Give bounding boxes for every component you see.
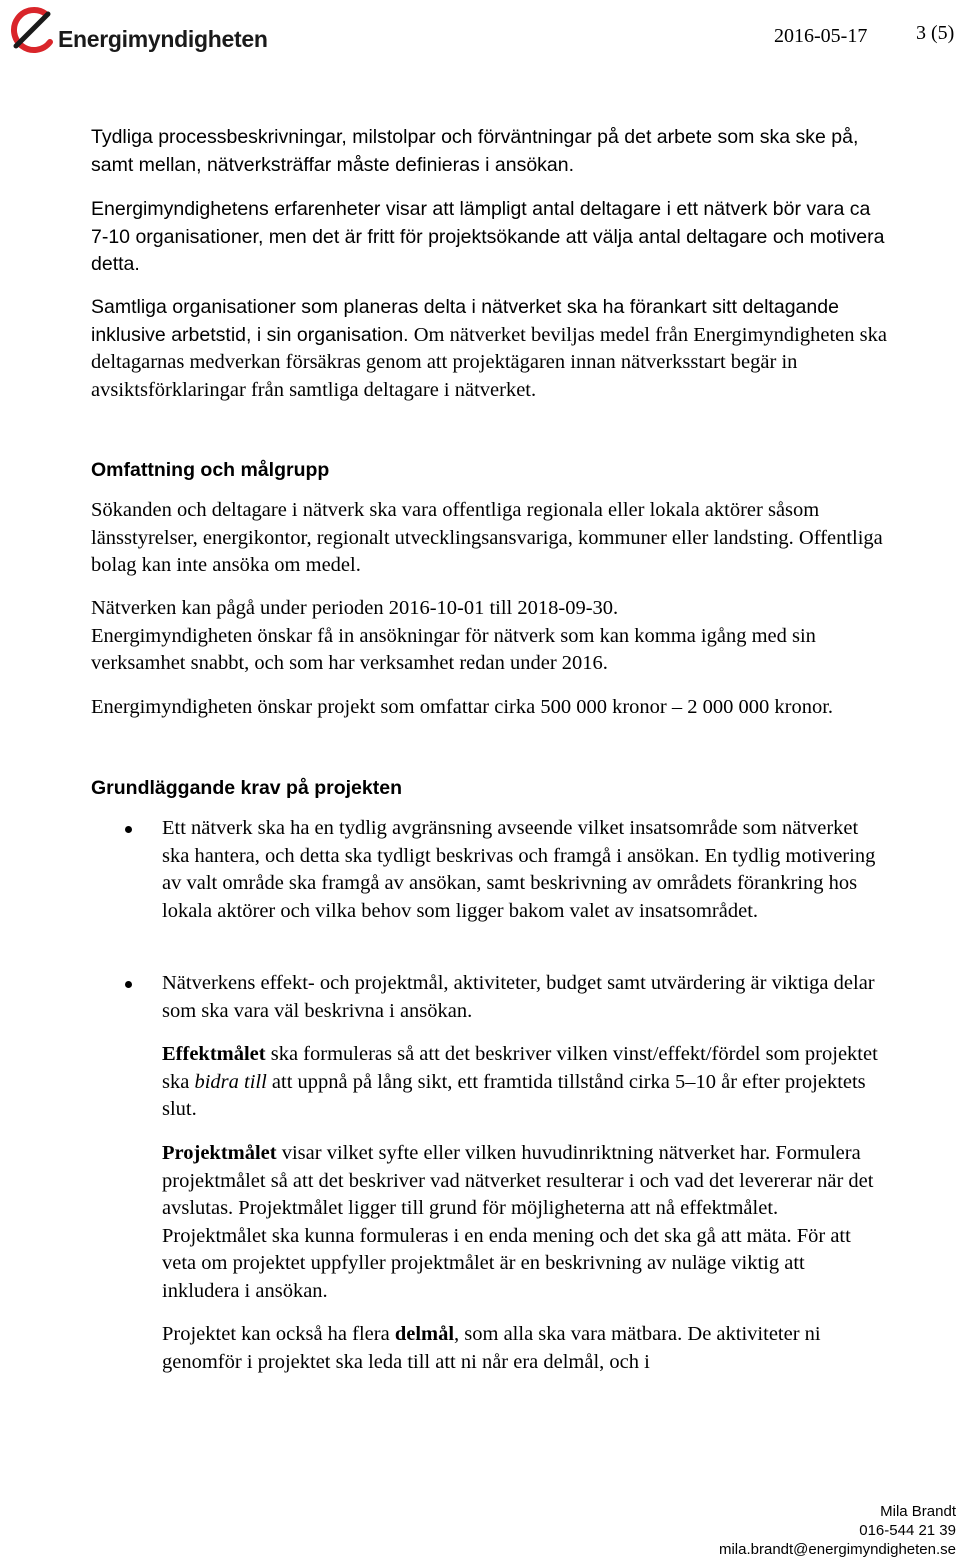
- emphasis-bidra-till: bidra till: [194, 1070, 267, 1093]
- paragraph-budget: Energimyndigheten önskar projekt som omfattar cirka 500 000 kronor – 2 000 000 kronor.: [91, 696, 834, 718]
- logo-mark-icon: [6, 6, 62, 58]
- paragraph-organisations-part2: Om nätverket beviljas medel från Energimyndigheten ska deltagarnas medverkan försäkras genom att projektägaren innan nätverksstart begär in avsiktsförklaringar från samtliga deltagare i nätverket.: [91, 323, 887, 401]
- term-delmal: delmål: [394, 1323, 455, 1345]
- paragraph-organisations-part1: Samtliga organisationer som planeras delta i nätverket ska ha förankart sitt deltagande inklusive arbetstid, i sin organisation.: [91, 296, 839, 346]
- heading-omfattning: Omfattning och målgrupp: [91, 459, 330, 481]
- paragraph-period: [91, 595, 891, 678]
- term-effektmalet: Effektmålet: [162, 1043, 266, 1065]
- header-page-number: 3 (5): [916, 22, 955, 44]
- heading-grundlaggande-krav: Grundläggande krav på projekten: [91, 777, 402, 799]
- logo-text: Energimyndigheten: [58, 26, 268, 52]
- period-line: Nätverken kan pågå under perioden 2016-10-01 till 2018-09-30.: [91, 597, 619, 619]
- term-projektmalet: Projektmålet: [162, 1142, 277, 1164]
- paragraph-applicants: Sökanden och deltagare i nätverk ska vara offentliga regionala eller lokala aktörer såsom länsstyrelser, energikontor, regionalt utvecklingsansvariga, kommuner eller landsting. Offentliga bolag kan inte ansöka om medel.: [91, 499, 883, 576]
- document-page: Energimyndigheten 2016-05-17 3 (5) Tydliga processbeskrivningar, milstolpar och förväntningar på det arbete som ska ske på, samt mellan, nätverksträffar måste definieras i ansökan. Energimyndighetens erfarenheter visar att lämpligt antal deltagare i ett nätverk bör vara ca 7-10 organisationer, men det är fritt för projektsökande att välja antal deltagare och motivera detta. Samtliga organisationer som planeras delta i nätverket ska ha förankart sitt deltagande inklusive arbetstid, i sin organisation. Om nätverket beviljas medel från Energimyndigheten ska deltagarnas medverkan försäkras genom att projektägaren innan nätverksstart begär in avsiktsförklaringar från samtliga deltagare i nätverket. Omfattning och målgrupp Sökanden och deltagare i nätverk ska vara offentliga regionala eller lokala aktörer såsom länsstyrelser, energikontor, regionalt utvecklingsansvariga, kommuner eller landsting. Offentliga bolag kan inte ansöka om medel. Nätverken kan pågå under perioden 2016-10-01 till 2018-09-30. Energimyndigheten önskar få in ansökningar för nätverk som kan komma igång med sin verksamhet snabbt, och som har verksamhet redan under 2016. Energimyndigheten önskar projekt som omfattar cirka 500 000 kronor – 2 000 000 kronor. Grundläggande krav på projekten Ett nätverk ska ha en tydlig avgränsning avseende vilket insatsområde som nätverket ska hantera, och detta ska tydligt beskrivas och framgå i ansökan. En tydlig motivering av valt område ska framgå av ansökan, samt beskrivning av områdets förankring hos lokala aktörer och vilka behov som ligger bakom valet av insatsområdet. Nätverkens effekt- och projektmål, aktiviteter, budget samt utvärdering är viktiga delar som ska vara väl beskrivna i ansökan. Effektmålet ska formuleras så att det beskriver vilken vinst/effekt/fördel som projektet ska bidra till att uppnå på lång sikt, ett framtida tillstånd cirka 5–10 år efter projektets slut. Projektmålet visar vilket syfte eller vilken huvudinriktning nätverket har. Formulera projektmålet så att det beskriver vad nätverket resulterar i och vad det levererar när det avslutas. Projektmålet ligger till grund för möjligheterna att nå effektmålet. Projektmålet ska kunna formuleras i en enda mening och det ska gå att mäta. För att veta om projektet uppfyller projektmålet är en beskrivning av nuläge viktig att inkludera i ansökan. Projektet kan också ha flera delmål, som alla ska vara mätbara. De aktiviteter ni genomför i projektet ska leda till att ni når era delmål, och i Mila Brandt 016-544 21 39 mila.brandt@energimyndigheten.se: [0, 0, 960, 1559]
- contact-phone: 016-544 21 39: [859, 1522, 956, 1539]
- bullet-icon: [125, 981, 132, 988]
- paragraph-organisations: [91, 294, 891, 404]
- contact-footer: [719, 1502, 956, 1559]
- paragraph-participants: Energimyndighetens erfarenheter visar att lämpligt antal deltagare i ett nätverk bör vara ca 7-10 organisationer, men det är fritt för projektsökande att välja antal deltagare och motivera detta.: [91, 198, 885, 275]
- contact-email[interactable]: mila.brandt@energimyndigheten.se: [718, 1541, 956, 1558]
- contact-name: Mila Brandt: [880, 1503, 956, 1520]
- paragraph-delmal: Projektet kan också ha flera delmål, som alla ska vara mätbara. De aktiviteter ni genomför i projektet ska leda till att ni når era delmål, och i: [162, 1323, 821, 1373]
- paragraph-effektmal: Effektmålet ska formuleras så att det beskriver vilken vinst/effekt/fördel som projektet ska bidra till att uppnå på lång sikt, ett framtida tillstånd cirka 5–10 år efter projektets slut.: [162, 1043, 878, 1120]
- bullet-icon: [125, 826, 132, 833]
- paragraph-process: Tydliga processbeskrivningar, milstolpar och förväntningar på det arbete som ska ske på, samt mellan, nätverksträffar måste definieras i ansökan.: [91, 126, 859, 176]
- header-date: 2016-05-17: [774, 25, 868, 47]
- quick-start-text: Energimyndigheten önskar få in ansökningar för nätverk som kan komma igång med sin verksamhet snabbt, och som har verksamhet redan under 2016.: [91, 624, 816, 674]
- paragraph-projektmal: Projektmålet visar vilket syfte eller vilken huvudinriktning nätverket har. Formulera projektmålet så att det beskriver vad nätverket resulterar i och vad det levererar när det avslutas. Projektmålet ligger till grund för möjligheterna att nå effektmålet. Projektmålet ska kunna formuleras i en enda mening och det ska gå att mäta. För att veta om projektet uppfyller projektmålet är en beskrivning av nuläge viktig att inkludera i ansökan.: [162, 1142, 874, 1302]
- energimyndigheten-logo: [6, 6, 268, 58]
